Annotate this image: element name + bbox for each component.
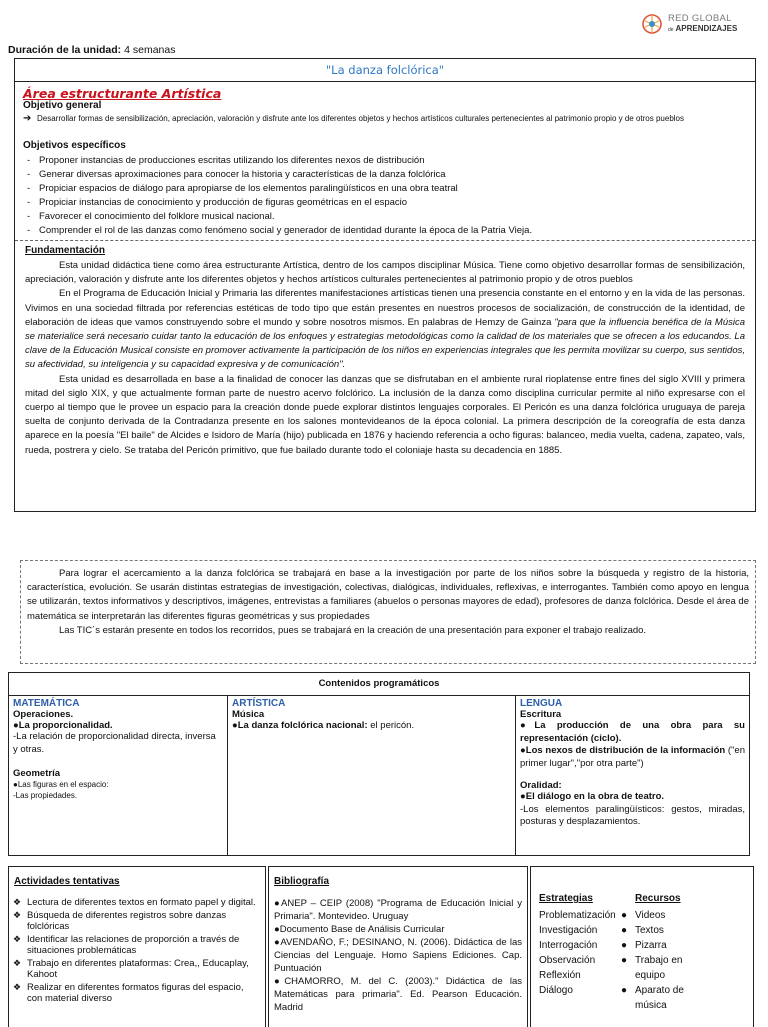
- subheading: Escritura: [520, 709, 562, 720]
- list-item: Investigación: [539, 925, 598, 936]
- list-item: ❖ Búsqueda de diferentes registros sobre danzas folclóricas: [13, 909, 227, 932]
- list-item: ❖ Identificar las relaciones de proporción a través de situaciones problemáticas: [13, 933, 240, 956]
- list-item: - Propiciar instancias de conocimiento y producción de figuras geométricas en el espacio: [25, 196, 747, 210]
- list-item: Observación: [539, 955, 596, 966]
- objective-general-heading: Objetivo general: [23, 100, 102, 111]
- arrow-icon: ➔: [23, 113, 32, 124]
- column-title: ARTÍSTICA: [232, 698, 286, 709]
- list-item: ●Documento Base de Análisis Curricular: [274, 924, 445, 935]
- paragraph: Las TIC´s estarán presente en todos los recorridos, pues se trabajará en la creación de una presentación para exponer el trabajo realizado.: [59, 624, 647, 636]
- bullet-icon: ●: [621, 910, 628, 921]
- actividades-list: [13, 897, 259, 1006]
- diamond-bullet-icon: ❖: [13, 909, 22, 920]
- list-item: ● Aparato de música: [621, 985, 684, 1011]
- paragraph: Para lograr el acercamiento a la danza folclórica se trabajará en base a la investigación por parte de los niños sobre la búsqueda y registro de la historia, característica, evolución. Se usarán distintas estrategias de investigación, colectivas, dialógicas, individuales, reflexivas, e interrogantes. También como apoyo en lengua se utilizarán, textos informativos y descriptivos, imágenes, entrevistas a familiares (abuelos o personas mayores de edad), profesores de danza folclórica. Desde el área de matemática se interpretarán las diferentes figuras geométricas y sus propiedades: [27, 568, 749, 622]
- content-item: ●El diálogo en la obra de teatro.: [520, 791, 665, 802]
- list-item: ❖ Trabajo en diferentes plataformas: Crea,, Educaplay, Kahoot: [13, 957, 249, 980]
- subheading: Música: [232, 709, 265, 720]
- list-item: ❖ Lectura de diferentes textos en formato papel y digital.: [13, 897, 256, 908]
- list-item: Reflexión: [539, 970, 581, 981]
- methodology-section: [20, 560, 756, 664]
- bibliografia-heading: Bibliografía: [274, 876, 330, 887]
- subheading: Geometría: [13, 768, 60, 779]
- logo-line2: de APRENDIZAJES: [668, 24, 738, 33]
- actividades-heading: Actividades tentativas: [14, 876, 120, 887]
- list-item: - Proponer instancias de producciones escritas utilizando los diferentes nexos de distribución: [25, 154, 747, 168]
- content-item: ●La producción de una obra para su representación (ciclo).: [520, 720, 745, 744]
- subheading: Operaciones.: [13, 709, 74, 720]
- list-item: ●AVENDAÑO, F.; DESINANO, N. (2006). Didáctica de las Ciencias del Lenguaje. Homo Sapiens Ediciones. Cap. Puntuación: [274, 937, 522, 974]
- objectives-specific-list: [25, 154, 747, 238]
- list-item: - Propiciar espacios de diálogo para apropiarse de los elementos paralingüísticos en una obra teatral: [25, 182, 747, 196]
- list-item: Diálogo: [539, 985, 573, 996]
- unit-duration: Duración de la unidad: 4 semanas: [8, 44, 176, 56]
- list-item: ❖ Realizar en diferentes formatos figuras del espacio, con material diverso: [13, 981, 244, 1004]
- list-item: Problematización: [539, 910, 616, 921]
- column-title: LENGUA: [520, 698, 563, 709]
- content-item: ●La danza folclórica nacional: el pericón.: [232, 720, 415, 731]
- unit-title: "La danza folclórica": [15, 59, 755, 82]
- fundamentacion-body: [25, 259, 745, 458]
- list-item: ● Textos: [621, 925, 664, 936]
- recursos-heading: Recursos: [635, 893, 681, 904]
- bullet-icon: ●: [621, 955, 628, 966]
- paragraph: Esta unidad didáctica tiene como área estructurante Artística, dentro de los campos disciplinar Música. Tiene como objetivo desarrollar formas de sensibilización, apreciación, valoración y disfrute ante los diferentes objetos y hechos artísticos culturales pertenecientes al patrimonio propio y de otros pueblos: [25, 260, 745, 286]
- content-text: -Los elementos paralingüísticos: gestos, miradas, posturas y desplazamientos.: [520, 803, 745, 827]
- recursos-list: [621, 908, 695, 1013]
- main-section: [14, 58, 756, 512]
- content-text: -La relación de proporcionalidad directa, inversa y otras.: [13, 731, 216, 755]
- logo-line1: RED GLOBAL: [668, 13, 732, 24]
- paragraph: Esta unidad es desarrollada en base a la finalidad de conocer las danzas que se disfrutaban en el ambiente rural rioplatense entre fines del siglo XVIII y primera mitad del siglo XIX, y que actualmente forman parte de nuestro acervo folclórico. La inclusión de la danza como disciplina curricular permite al niño expresarse con el cuerpo al tiempo que le provee un espacio para la creación donde puede explorar distintos lenguajes corporales. El Pericón es una danza folclórica uruguaya de pareja suelta de conjunto derivada de la Contradanza presente en los salones montevideanos de la época colonial. La primera descripción de la coreografía de esta danza aparece en la poesía "El baile" de Alcides e Isidoro de María (hijo) publicada en 1876 y haciendo referencia a ocho figuras: balanceo, media vuelta, cadena, zapateo, vals, rueda, postrera y cielo. Se trataba del Pericón primitivo, que fue bailado durante todo el coloniaje hasta su decadencia en 1885.: [25, 373, 745, 456]
- red-global-logo: [640, 12, 760, 38]
- estrategias-recursos-section: [530, 866, 754, 1027]
- list-item: ●ANEP – CEIP (2008) "Programa de Educación Inicial y Primaria". Montevideo. Uruguay: [274, 898, 522, 922]
- diamond-bullet-icon: ❖: [13, 957, 22, 968]
- content-item: ●La proporcionalidad.: [13, 720, 113, 731]
- bibliografia-section: [268, 866, 528, 1027]
- diamond-bullet-icon: ❖: [13, 897, 22, 907]
- globe-logo-icon: [640, 12, 664, 36]
- bibliografia-list: [274, 897, 522, 1014]
- list-item: Interrogación: [539, 940, 598, 951]
- bullet-icon: ●: [621, 940, 628, 951]
- list-item: ● Pizarra: [621, 940, 667, 951]
- subheading: Oralidad:: [520, 780, 562, 791]
- diamond-bullet-icon: ❖: [13, 933, 22, 944]
- diamond-bullet-icon: ❖: [13, 981, 22, 992]
- list-item: ● Trabajo en equipo: [621, 955, 683, 981]
- estrategias-heading: Estrategias: [539, 893, 593, 904]
- paragraph: En el Programa de Educación Inicial y Primaria las diferentes manifestaciones artísticas tienen una presencia constante en el entorno y en la vida de las personas. Vivimos en una sociedad filtrada por referencias estéticas de todo tipo que están presentes en nuestros procesos de socialización, de construcción de la identidad, de elaboración de ideas que vamos construyendo sobre el mundo y sobre nosotros mismos. En palabras de Hemzy de Gainza "para que la influencia benéfica de la Música se materialice será necesario cuidar tanto la educación de los enfoques y estrategias metodológicas como la calidad de los materiales que se ofrecen a los educandos. La clave de la Educación Musical consiste en promover activamente la participación de los niños en experiencias integrales que les permita movilizar su cuerpo, sus sentidos, su afectividad, su inteligencia y su capacidad expresiva y de comunicación".: [25, 288, 745, 371]
- list-item: - Comprender el rol de las danzas como fenómeno social y generador de identidad durante la época de la Patria Vieja.: [25, 224, 747, 238]
- actividades-section: [8, 866, 266, 1027]
- list-item: ● Videos: [621, 910, 666, 921]
- artistica-column: [228, 695, 516, 855]
- contenidos-table: [8, 672, 750, 856]
- lengua-column: [516, 695, 749, 855]
- bullet-icon: ●: [621, 985, 628, 996]
- section-divider: [15, 240, 755, 241]
- list-item: - Generar diversas aproximaciones para conocer la historia y características de la danza folclórica: [25, 168, 747, 182]
- fundamentacion-heading: Fundamentación: [25, 245, 106, 256]
- estrategias-list: [539, 908, 616, 998]
- objectives-specific-heading: Objetivos específicos: [23, 140, 126, 151]
- content-item: ●Los nexos de distribución de la información ("en primer lugar","por otra parte"): [520, 745, 745, 769]
- content-text: -Las propiedades.: [13, 791, 78, 800]
- content-item: ●Las figuras en el espacio:: [13, 780, 109, 789]
- objective-general-text: ➔ Desarrollar formas de sensibilización, apreciación, valoración y disfrute ante los diferentes objetos y hechos artísticos culturales pertenecientes al patrimonio propio y de otros pueblos: [23, 113, 685, 124]
- area-title: Área estructurante Artística: [23, 86, 222, 101]
- matematica-column: [9, 695, 228, 855]
- column-title: MATEMÁTICA: [13, 698, 80, 709]
- bullet-icon: ●: [621, 925, 628, 936]
- list-item: ●CHAMORRO, M. del C. (2003)." Didáctica de las Matemáticas para primaria". Ed. Pearson Educación. Madrid: [274, 976, 522, 1013]
- contenidos-heading: Contenidos programáticos: [9, 673, 749, 696]
- list-item: - Favorecer el conocimiento del folklore musical nacional.: [25, 210, 747, 224]
